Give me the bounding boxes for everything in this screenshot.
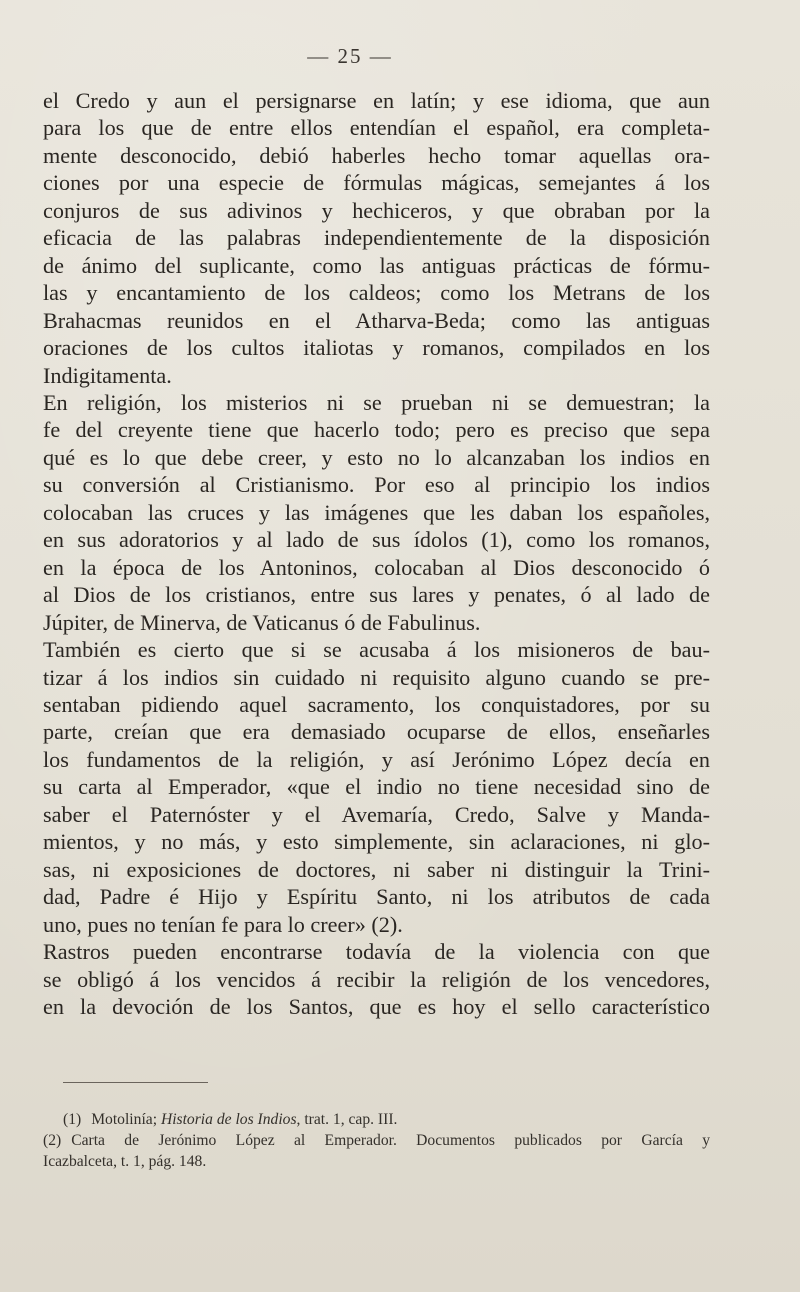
footnote-2 [43,1130,710,1151]
footnote-book-title: Historia de los Indios [160,1111,297,1128]
footnote-1 [43,1109,710,1130]
footnote-divider [63,1082,208,1083]
text-line: También es cierto que si se acusaba á los misioneros de bau- [43,637,710,663]
text-line: se obligó á los vencidos á recibir la religión de los vencedores, [43,966,710,992]
footnote-mark: (2) [43,1132,62,1149]
text-line: qué es lo que debe creer, y esto no lo alcanzaban los indios en [43,444,710,470]
text-line: para los que de entre ellos entendían el español, era completa- [43,115,710,141]
text-line: parte, creían que era demasiado ocuparse de ellos, enseñarles [43,719,710,745]
text-line: de ánimo del suplicante, como las antiguas prácticas de fórmu- [43,252,710,278]
text-line: dad, Padre é Hijo y Espíritu Santo, ni los atributos de cada [43,884,710,910]
footnotes [43,1109,710,1172]
text-line: oraciones de los cultos italiotas y romanos, compilados en los [43,335,710,361]
footnote-reference: , trat. 1, cap. III. [296,1111,398,1128]
text-line: mientos, y no más, y esto simplemente, sin aclaraciones, ni glo- [43,829,710,855]
text-line: en la devoción de los Santos, que es hoy el sello característico [43,993,710,1019]
text-line: eficacia de las palabras independientemente de la disposición [43,225,710,251]
text-line: colocaban las cruces y las imágenes que les daban los españoles, [43,499,710,525]
text-line: Indigitamenta. [43,362,172,388]
text-line: en sus adoratorios y al lado de sus ídolos (1), como los romanos, [43,527,710,553]
text-line: al Dios de los cristianos, entre sus lares y penates, ó al lado de [43,582,710,608]
text-line: Rastros pueden encontrarse todavía de la violencia con que [43,939,710,965]
text-line: su conversión al Cristianismo. Por eso al principio los indios [43,472,710,498]
footnote-2-continuation: Icazbalceta, t. 1, pág. 148. [43,1153,207,1170]
text-line: los fundamentos de la religión, y así Jerónimo López decía en [43,746,710,772]
footnote-mark: (1) [63,1111,82,1128]
text-line: fe del creyente tiene que hacerlo todo; pero es preciso que sepa [43,417,710,443]
footnote-author: Motolinía; [91,1111,161,1128]
text-line: En religión, los misterios ni se prueban ni se demuestran; la [43,389,710,415]
text-line: Júpiter, de Minerva, de Vaticanus ó de Fabulinus. [43,609,481,635]
text-line: su carta al Emperador, «que el indio no tiene necesidad sino de [43,774,710,800]
body-text [43,87,710,1020]
text-line: tizar á los indios sin cuidado ni requisito alguno cuando se pre- [43,664,710,690]
text-line: las y encantamiento de los caldeos; como los Metrans de los [43,280,710,306]
text-line: conjuros de sus adivinos y hechiceros, y que obraban por la [43,197,710,223]
text-line: mente desconocido, debió haberles hecho tomar aquellas ora- [43,142,710,168]
text-line: el Credo y aun el persignarse en latín; y ese idioma, que aun [43,88,710,113]
footnote-text: Carta de Jerónimo López al Emperador. Documentos publicados por García y [71,1132,710,1149]
text-line: sas, ni exposiciones de doctores, ni saber ni distinguir la Trini- [43,856,710,882]
text-line: ciones por una especie de fórmulas mágicas, semejantes á los [43,170,710,196]
text-line: saber el Paternóster y el Avemaría, Credo, Salve y Manda- [43,801,710,827]
text-line: Brahacmas reunidos en el Atharva-Beda; como las antiguas [43,307,710,333]
page-number: — 25 — [307,44,393,68]
text-line: en la época de los Antoninos, colocaban al Dios desconocido ó [43,554,710,580]
text-line: uno, pues no tenían fe para lo creer» (2). [43,911,403,937]
text-line: sentaban pidiendo aquel sacramento, los conquistadores, por su [43,691,710,717]
